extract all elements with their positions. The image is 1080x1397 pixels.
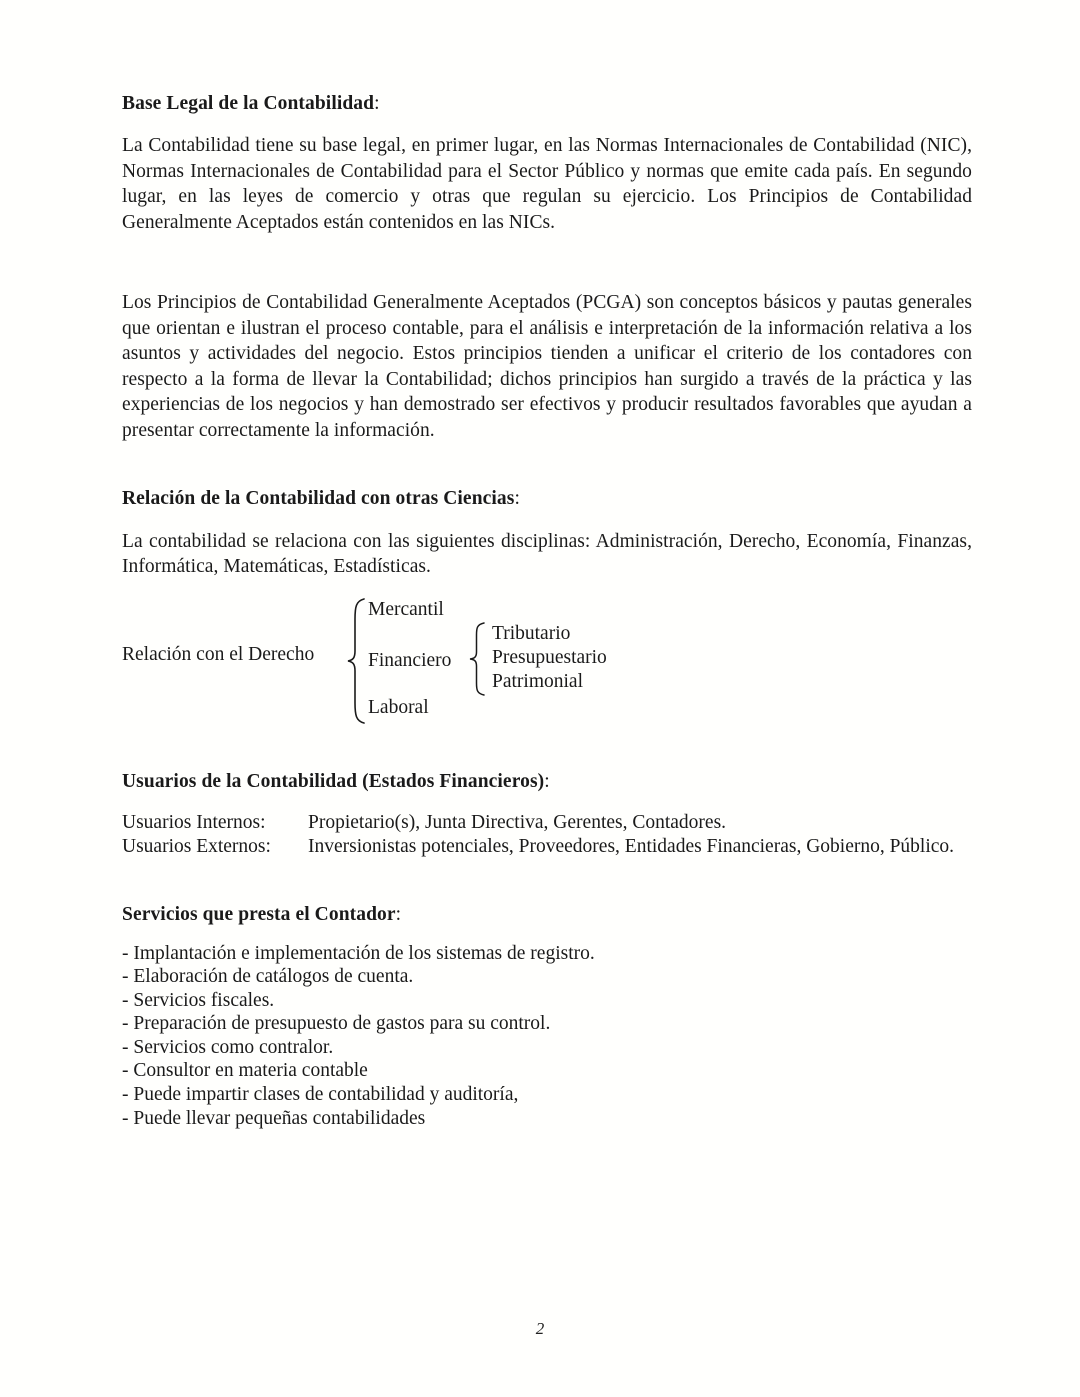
diagram-level2-item: Presupuestario (492, 646, 607, 668)
diagram-level1-item: Laboral (368, 696, 429, 718)
paragraph-relacion-ciencias: La contabilidad se relaciona con las siguientes disciplinas: Administración, Derecho, Economía, Finanzas, Informática, Matemáticas, Estadísticas. (122, 530, 972, 578)
list-item: - Servicios como contralor. (122, 1036, 334, 1058)
heading-servicios-colon: : (395, 904, 402, 926)
spacer (122, 928, 972, 942)
heading-servicios-text: Servicios que presta el Contador (122, 904, 396, 926)
usuarios-externos-label: Usuarios Externos: (122, 836, 271, 858)
usuarios-internos-value: Propietario(s), Junta Directiva, Gerentes, Contadores. (308, 812, 727, 834)
spacer (122, 512, 972, 529)
paragraph-base-legal-2: Los Principios de Contabilidad Generalmente Aceptados (PCGA) son conceptos básicos y pautas generales que orientan e ilustran el proceso contable, para el análisis e interpretación de la información relativa a los asuntos y actividades del negocio. Estos principios tienden a unificar el criterio de los contadores con respecto a la forma de llevar la Contabilidad; dichos principios han surgido a través de la práctica y las experiencias de los negocios y han demostrado ser efectivos y producir resultados favorables que ayudan a presentar correctamente la información. (122, 292, 972, 441)
heading-usuarios-colon: : (544, 770, 550, 792)
servicios-list (122, 942, 972, 1131)
list-item: - Puede llevar pequeñas contabilidades (122, 1107, 426, 1129)
spacer (122, 859, 972, 903)
list-item: - Puede impartir clases de contabilidad y auditoría, (122, 1084, 519, 1106)
diagram-level2-item: Tributario (492, 622, 571, 644)
inner-brace-icon (468, 621, 488, 697)
heading-servicios (122, 903, 972, 927)
usuarios-externos-value: Inversionistas potenciales, Proveedores, Entidades Financieras, Gobierno, Público. (308, 836, 955, 858)
list-item: - Preparación de presupuesto de gastos para su control. (122, 1013, 551, 1035)
heading-base-legal (122, 92, 972, 116)
diagram-level2-item: Patrimonial (492, 670, 583, 692)
diagram-level1-item: Financiero (368, 649, 452, 671)
spacer (122, 744, 972, 770)
spacer (122, 235, 972, 290)
spacer (122, 443, 972, 487)
spacer (122, 794, 972, 811)
page-number: 2 (535, 1319, 545, 1338)
list-item: - Elaboración de catálogos de cuenta. (122, 966, 414, 988)
list-item: - Implantación e implementación de los sistemas de registro. (122, 942, 595, 964)
paragraph-base-legal-1: La Contabilidad tiene su base legal, en primer lugar, en las Normas Internacionales de Contabilidad (NIC), Normas Internacionales de Contabilidad para el Sector Público y normas que emite cada país. En segundo lugar, en las leyes de comercio y otras que regulan su ejercicio. Los Principios de Contabilidad Generalmente Aceptados están contenidos en las NICs. (122, 135, 972, 233)
outer-brace-icon (346, 597, 368, 725)
usuarios-table (122, 811, 954, 859)
page-content (122, 92, 972, 1130)
list-item: - Consultor en materia contable (122, 1060, 368, 1082)
table-row (122, 835, 954, 859)
heading-base-legal-colon: : (374, 93, 380, 114)
heading-base-legal-text: Base Legal de la Contabilidad (122, 93, 375, 114)
derecho-brace-diagram (122, 594, 972, 744)
usuarios-internos-label: Usuarios Internos: (122, 812, 266, 834)
heading-usuarios (122, 770, 972, 794)
diagram-root-label: Relación con el Derecho (122, 643, 315, 665)
list-item: - Servicios fiscales. (122, 989, 275, 1011)
table-row (122, 811, 954, 835)
heading-usuarios-text: Usuarios de la Contabilidad (Estados Financieros) (122, 770, 545, 792)
heading-relacion-ciencias-text: Relación de la Contabilidad con otras Ciencias (122, 488, 515, 510)
diagram-level1-item: Mercantil (368, 598, 444, 620)
heading-relacion-ciencias (122, 487, 972, 511)
heading-relacion-ciencias-colon: : (514, 488, 520, 510)
spacer (122, 116, 972, 133)
